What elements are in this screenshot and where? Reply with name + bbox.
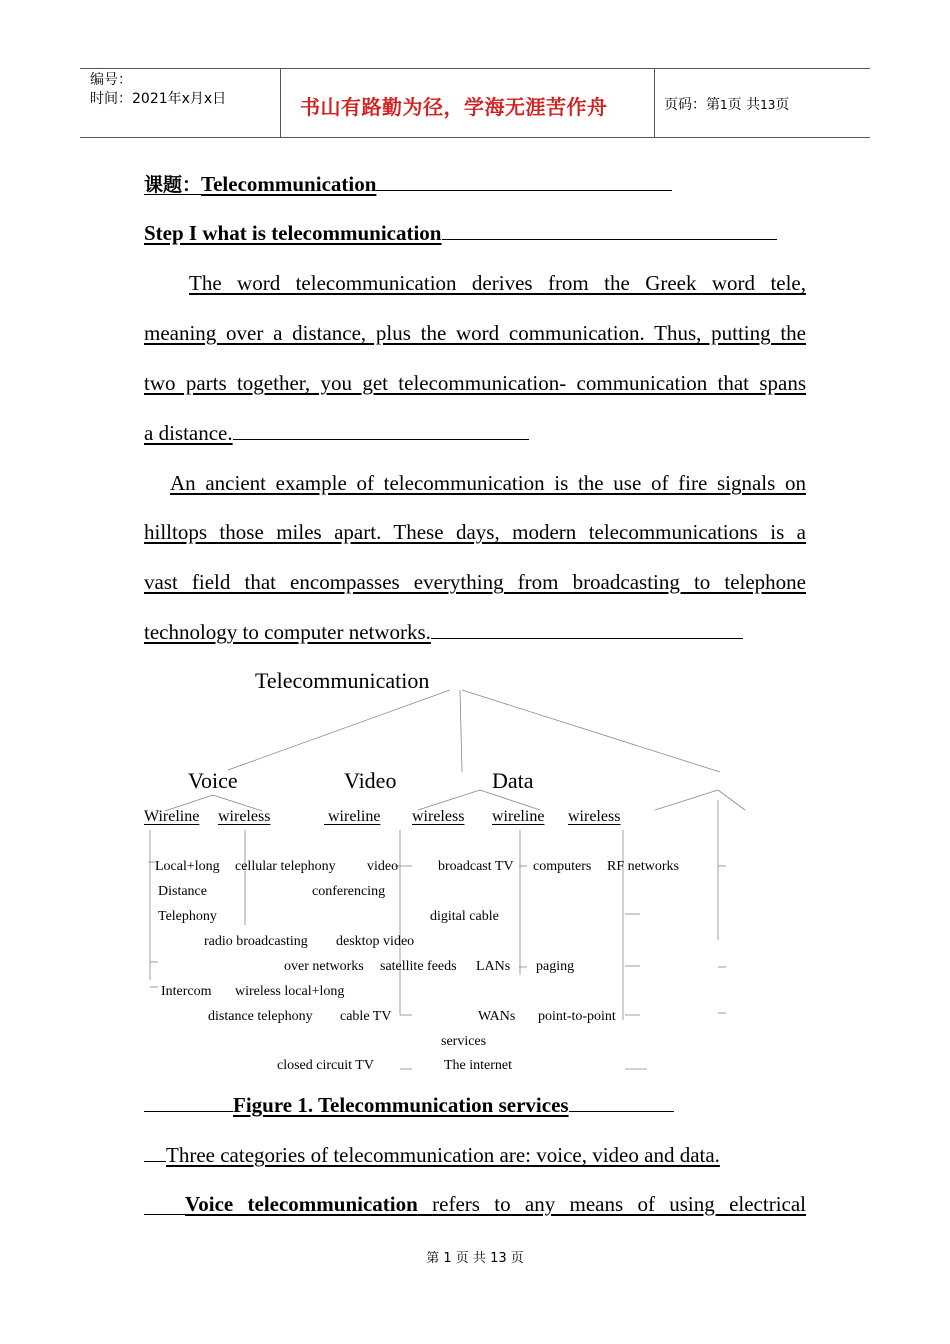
sub-data-wireless: wireless [568,808,621,825]
topic-label: 课题： [144,174,202,196]
p2-line-1: An ancient example of telecommunication is the use of fire signals on [170,471,806,495]
branch-line [418,790,480,810]
header-motto: 书山有路勤为径，学海无涯苦作舟 [300,95,608,119]
diagram-root: Telecommunication [255,668,430,693]
page-prefix: 页码：第 [664,97,720,113]
p1-line-4 [144,408,806,458]
underline-fill [569,1111,674,1112]
underline-fill [144,1161,166,1162]
footer-page: 1 [443,1251,452,1266]
p4-rest: refers to any means of using electrical [432,1192,807,1216]
header-divider [654,69,655,137]
item-telephony: Telephony [158,909,217,924]
item-radio-broadcasting: radio broadcasting [204,934,308,949]
p2-line-4 [144,607,806,657]
p3-text: Three categories of telecommunication are: voice, video and data. [166,1143,720,1167]
p4-text [185,1179,806,1229]
topic-title [144,159,806,209]
p1-line-2: meaning over a distance, plus the word communication. Thus, putting the [144,321,806,345]
figure-caption [144,1080,806,1130]
step-title [144,208,806,258]
page-suffix: 页 [775,97,790,113]
item-video: video [367,859,399,874]
p2-line-3: vast field that encompasses everything from broadcasting to telephone [144,570,806,594]
header-meta [90,71,226,109]
figure-caption-text: Figure 1. Telecommunication services [233,1093,569,1117]
item-desktop-video: desktop video [336,934,415,949]
item-intercom: Intercom [161,984,212,999]
underline-fill [233,439,529,440]
branch-line [655,790,718,810]
footer-suffix: 页 [510,1251,524,1266]
item-rf-networks: RF networks [607,859,679,874]
sub-voice-wireline: Wireline [144,808,200,825]
sub-video-wireline-text: wireline [328,808,381,825]
item-cctv: closed circuit TV [277,1058,374,1073]
item-internet: The internet [444,1058,513,1073]
item-wireless-local-long: wireless local+long [235,984,345,999]
header-time: 时间：2021年x月x日 [90,91,227,107]
item-cable-tv: cable TV [340,1009,392,1024]
page-number: 1 [720,98,728,112]
footer-mid: 页 共 [455,1251,486,1266]
header-page-info [664,94,789,114]
page-total: 13 [760,98,776,112]
item-over-networks: over networks [284,959,364,974]
underline-fill [431,638,743,639]
item-wans: WANs [478,1009,516,1024]
underline-fill [376,190,672,191]
branch-line [462,690,720,772]
item-conferencing: conferencing [312,884,386,899]
underline-fill [442,239,777,240]
p1-line-3: two parts together, you get telecommunication- communication that spans [144,371,806,395]
item-digital-cable: digital cable [430,909,499,924]
step-text: Step I what is telecommunication [144,221,442,245]
item-computers: computers [533,859,592,874]
sub-data-wireline: wireline [492,808,545,825]
footer-total: 13 [490,1251,507,1266]
p2-line-4-text: technology to computer networks. [144,620,431,644]
p1-line-1: The word telecommunication derives from the Greek word tele, [189,271,806,295]
category-voice: Voice [188,768,238,793]
item-satellite-feeds: satellite feeds [380,959,457,974]
underline-fill [144,1214,185,1215]
item-paging: paging [536,959,575,974]
item-distance: Distance [158,884,207,899]
branch-line [460,690,462,772]
header-number: 编号： [90,72,132,88]
p4-line [144,1179,806,1229]
topic-text: Telecommunication [201,172,377,196]
sub-video-wireless: wireless [412,808,465,825]
header-divider [280,69,281,137]
p2-line-2: hilltops those miles apart. These days, modern telecommunications is a [144,520,806,544]
category-video: Video [344,768,397,793]
underline-fill [144,1111,233,1112]
item-services: services [441,1034,487,1049]
page-mid: 页 共 [727,97,761,113]
p4-bold: Voice telecommunication [185,1192,418,1216]
item-cellular: cellular telephony [235,859,336,874]
sub-video-wireline [324,808,380,826]
p1-line-4-text: a distance. [144,421,233,445]
footer-prefix: 第 [426,1251,440,1266]
item-point-to-point: point-to-point [538,1009,616,1024]
item-lans: LANs [476,959,511,974]
item-local-long: Local+long [155,859,220,874]
page-header [80,68,870,138]
branch-line [718,790,745,810]
p3-line [144,1130,806,1180]
category-data: Data [492,768,534,793]
branch-line [228,690,450,770]
page-footer [0,1247,950,1266]
item-distance-telephony: distance telephony [208,1009,313,1024]
item-broadcast-tv: broadcast TV [438,859,514,874]
sub-voice-wireless: wireless [218,808,271,825]
